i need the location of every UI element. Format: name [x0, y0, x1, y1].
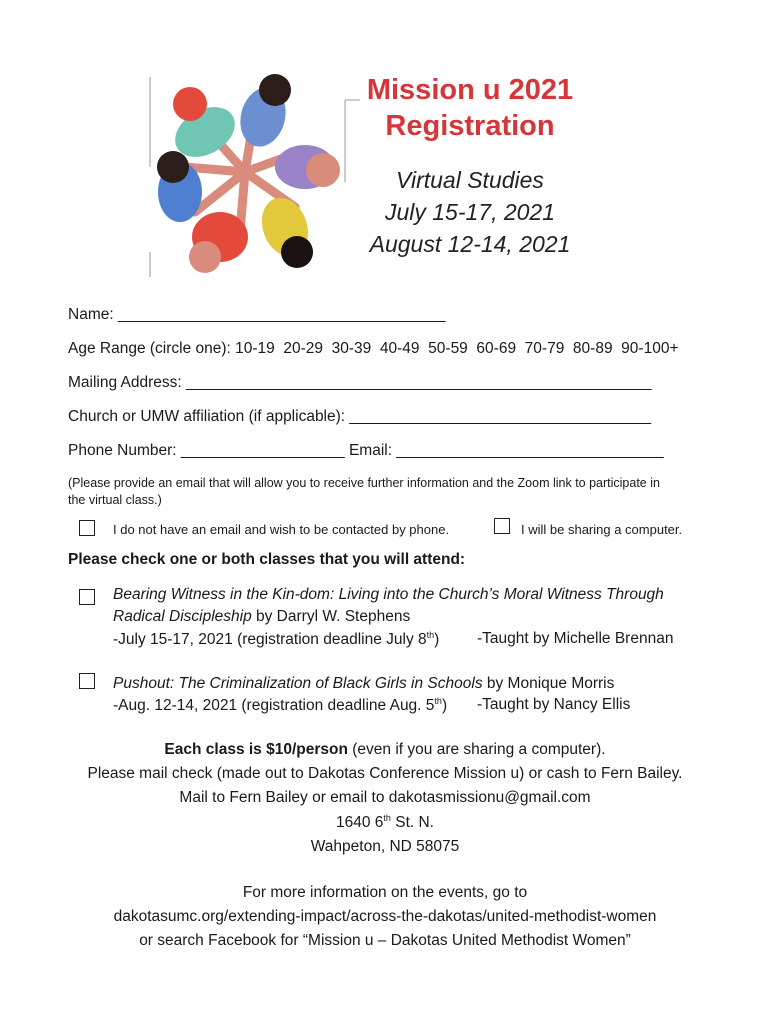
- title-line-2: Registration: [385, 110, 555, 142]
- class1-dates-text: -July 15-17, 2021 (registration deadline July 8: [113, 631, 427, 649]
- address-street-a: 1640 6: [335, 814, 384, 832]
- class2-dates-sup: th: [434, 696, 442, 706]
- class2-author: by Monique Morris: [482, 675, 615, 692]
- class2-taught-by: -Taught by Nancy Ellis: [477, 696, 631, 713]
- email-note-line-1: (Please provide an email that will allow you to receive further information and the Zoom link to participate in: [68, 476, 660, 490]
- no-email-label: I do not have an email and wish to be contacted by phone.: [113, 522, 450, 537]
- church-affiliation-field[interactable]: Church or UMW affiliation (if applicable): ___________________________________: [68, 408, 652, 425]
- class1-dates: [113, 630, 439, 649]
- address-city: Wahpeton, ND 58075: [310, 838, 460, 855]
- class1-author: by Darryl W. Stephens: [251, 608, 411, 625]
- cost-bold: Each class is $10/person: [164, 741, 348, 758]
- class1-title-line-1: Bearing Witness in the Kin-dom: Living into the Church’s Moral Witness Through: [113, 586, 664, 603]
- phone-email-field[interactable]: Phone Number: ___________________ Email: _______________________________: [68, 442, 664, 459]
- classes-heading: Please check one or both classes that you will attend:: [68, 551, 466, 568]
- class1-title-cont: Radical Discipleship: [113, 608, 252, 625]
- class2-title-text: Pushout: The Criminalization of Black Girls in Schools: [113, 675, 483, 692]
- sharing-computer-checkbox[interactable]: [494, 518, 510, 534]
- info-line-3: or search Facebook for “Mission u – Dakotas United Methodist Women”: [139, 932, 631, 949]
- class1-title-line-2: [113, 608, 410, 626]
- address-street-b: St. N.: [390, 814, 434, 832]
- class1-taught-by: -Taught by Michelle Brennan: [477, 630, 674, 647]
- cost-line: [40, 741, 730, 759]
- cost-rest: (even if you are sharing a computer).: [347, 741, 606, 758]
- class2-dates-close: ): [441, 697, 448, 715]
- mail-check-line: Please mail check (made out to Dakotas Conference Mission u) or cash to Fern Bailey.: [87, 765, 683, 782]
- class1-dates-sup: th: [426, 630, 435, 640]
- address-sup: th: [383, 813, 391, 823]
- class2-dates: [113, 696, 447, 715]
- info-website-link[interactable]: dakotasumc.org/extending-impact/across-the-dakotas/united-methodist-women: [113, 908, 657, 925]
- no-email-checkbox[interactable]: [79, 520, 95, 536]
- age-range-field[interactable]: Age Range (circle one): 10-19 20-29 30-39 40-49 50-59 60-69 70-79 80-89 90-100+: [68, 340, 679, 357]
- info-line-1: For more information on the events, go to: [242, 884, 528, 901]
- subtitle-line-1: Virtual Studies: [396, 167, 544, 193]
- subtitle-line-2: July 15-17, 2021: [384, 199, 556, 225]
- title-line-1: Mission u 2021: [366, 74, 574, 106]
- subtitle-line-3: August 12-14, 2021: [369, 231, 571, 257]
- name-field[interactable]: Name: ______________________________________: [68, 306, 446, 323]
- class1-dates-close: ): [434, 631, 440, 649]
- address-street: [40, 813, 730, 832]
- class1-checkbox[interactable]: [79, 589, 95, 605]
- email-note-line-2: the virtual class.): [68, 493, 162, 507]
- class2-dates-text: -Aug. 12-14, 2021 (registration deadline Aug. 5: [113, 697, 435, 715]
- people-circle-illustration: [145, 72, 360, 277]
- mailing-address-field[interactable]: Mailing Address: ______________________________________________________: [68, 374, 652, 391]
- sharing-computer-label: I will be sharing a computer.: [521, 522, 683, 537]
- class2-title: [113, 675, 614, 693]
- mail-to-line: Mail to Fern Bailey or email to dakotasmissionu@gmail.com: [179, 789, 591, 806]
- class2-checkbox[interactable]: [79, 673, 95, 689]
- mission-u-logo: [145, 72, 360, 277]
